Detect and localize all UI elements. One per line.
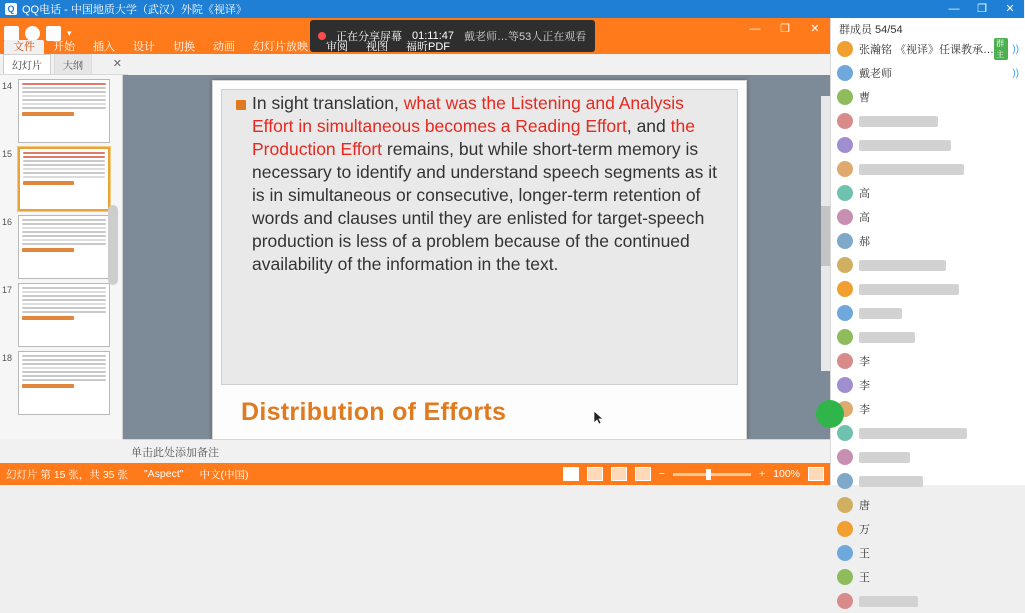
avatar bbox=[837, 113, 853, 129]
member-name: 唐 bbox=[859, 500, 870, 512]
slide-thumbnail-preview bbox=[18, 351, 110, 415]
ppt-body bbox=[0, 54, 830, 485]
avatar bbox=[837, 425, 853, 441]
member-list-item[interactable] bbox=[831, 301, 1025, 325]
thumbnail-scrollbar[interactable] bbox=[108, 205, 118, 285]
member-list-item[interactable] bbox=[831, 229, 1025, 253]
qq-close-button[interactable]: ✕ bbox=[1005, 3, 1015, 15]
avatar bbox=[837, 473, 853, 489]
member-list-item[interactable] bbox=[831, 373, 1025, 397]
avatar bbox=[837, 569, 853, 585]
slide-thumbnail-selected[interactable] bbox=[2, 147, 116, 211]
ribbon-tabs[interactable] bbox=[0, 40, 830, 54]
avatar bbox=[837, 593, 853, 609]
recording-dot-icon bbox=[318, 32, 326, 40]
member-list[interactable] bbox=[831, 37, 1025, 584]
undo-icon[interactable] bbox=[25, 26, 40, 41]
qq-minimize-button[interactable]: — bbox=[948, 3, 960, 15]
theme-label: "Aspect" bbox=[143, 468, 184, 480]
fit-to-window-icon[interactable] bbox=[808, 467, 824, 481]
member-status-group bbox=[1012, 68, 1019, 79]
quick-access-toolbar[interactable] bbox=[4, 26, 72, 41]
ribbon-tab-view[interactable]: 视图 bbox=[366, 41, 388, 53]
qq-icon: Q bbox=[5, 3, 17, 15]
member-list-item[interactable] bbox=[831, 397, 1025, 421]
avatar bbox=[837, 329, 853, 345]
qq-window-controls[interactable] bbox=[940, 0, 1024, 18]
reading-view-icon[interactable] bbox=[611, 467, 627, 481]
member-count-label: 群成员 54/54 bbox=[839, 24, 903, 36]
close-pane-icon[interactable]: ✕ bbox=[112, 58, 122, 70]
member-list-item[interactable] bbox=[831, 349, 1025, 373]
member-name: 戴老师 bbox=[859, 68, 892, 80]
qq-window-title: QQ电话 - 中国地质大学（武汉）外院《视译》 bbox=[22, 4, 247, 16]
member-name: 张瀚铭 《视译》任课教承… bbox=[859, 44, 995, 56]
member-name bbox=[859, 164, 964, 175]
ppt-close-button[interactable]: ✕ bbox=[810, 23, 820, 35]
zoom-slider[interactable] bbox=[673, 473, 751, 476]
slide-text-run-5: remains, but while short-term memory is necessary to identify and understand speech segments as it is in simultaneous or consecutive, longer-term retention of words and clauses until they are enlisted for target-speech production is less of a problem because of the continued availability of the information in the text. bbox=[252, 139, 717, 274]
avatar bbox=[837, 497, 853, 513]
avatar bbox=[837, 305, 853, 321]
slide-thumbnail[interactable] bbox=[2, 351, 116, 415]
ppt-status-bar bbox=[0, 463, 830, 485]
member-name bbox=[859, 284, 959, 295]
slide-title: Distribution of Efforts bbox=[241, 398, 507, 426]
slide-text-run-2: what was the Listening and Analysis Effort in simultaneous becomes a Reading Effort bbox=[252, 93, 684, 136]
slide-sorter-view-icon[interactable] bbox=[587, 467, 603, 481]
slide-number: 14 bbox=[2, 81, 13, 91]
qq-maximize-button[interactable]: ❐ bbox=[977, 3, 987, 15]
ribbon-tab-design[interactable]: 设计 bbox=[133, 41, 155, 53]
member-list-item[interactable] bbox=[831, 589, 1025, 613]
ppt-restore-button[interactable]: ❐ bbox=[780, 23, 790, 35]
slide-thumbnail-preview bbox=[18, 215, 110, 279]
member-name bbox=[859, 116, 938, 127]
status-right-group[interactable] bbox=[563, 467, 824, 481]
member-list-item[interactable] bbox=[831, 325, 1025, 349]
avatar bbox=[837, 233, 853, 249]
member-name: 李 bbox=[859, 404, 870, 416]
ribbon-tab-insert[interactable]: 插入 bbox=[93, 41, 115, 53]
language-label: 中文(中国) bbox=[199, 468, 249, 481]
avatar bbox=[837, 449, 853, 465]
avatar bbox=[837, 377, 853, 393]
member-list-item[interactable] bbox=[831, 37, 1025, 61]
slide-text-run-3: , and bbox=[626, 116, 671, 136]
ppt-window-controls[interactable] bbox=[740, 18, 830, 40]
member-list-item[interactable] bbox=[831, 541, 1025, 565]
member-name: 李 bbox=[859, 380, 870, 392]
slide-thumbnail[interactable] bbox=[2, 283, 116, 347]
avatar bbox=[837, 89, 853, 105]
member-list-item[interactable] bbox=[831, 277, 1025, 301]
ribbon-tab-animations[interactable]: 动画 bbox=[213, 41, 235, 53]
slide-number: 15 bbox=[2, 149, 13, 159]
slideshow-view-icon[interactable] bbox=[635, 467, 651, 481]
host-badge: 群主 bbox=[994, 38, 1008, 60]
member-list-item[interactable] bbox=[831, 445, 1025, 469]
slide-body-text bbox=[252, 92, 727, 276]
avatar bbox=[837, 65, 853, 81]
redo-icon[interactable] bbox=[46, 26, 61, 41]
avatar bbox=[837, 185, 853, 201]
ppt-titlebar bbox=[0, 18, 830, 54]
avatar bbox=[837, 257, 853, 273]
slide-number: 17 bbox=[2, 285, 13, 295]
qq-floating-action-button[interactable] bbox=[816, 400, 844, 428]
zoom-out-button[interactable]: − bbox=[658, 468, 665, 480]
zoom-level-label: 100% bbox=[773, 468, 800, 480]
ppt-minimize-button[interactable]: — bbox=[749, 23, 761, 35]
member-list-item[interactable] bbox=[831, 61, 1025, 85]
member-list-item[interactable] bbox=[831, 421, 1025, 445]
member-name bbox=[859, 140, 951, 151]
ribbon-tab-foxitpdf[interactable]: 福昕PDF bbox=[406, 41, 450, 53]
member-name bbox=[859, 428, 967, 439]
speaking-icon: )) bbox=[1012, 43, 1019, 55]
slide-number: 18 bbox=[2, 353, 13, 363]
avatar bbox=[837, 41, 853, 57]
member-list-item[interactable] bbox=[831, 565, 1025, 589]
slide-thumbnail-preview bbox=[18, 147, 110, 211]
member-name: 王 bbox=[859, 572, 870, 584]
pane-tab-outline[interactable]: 大纲 bbox=[54, 54, 92, 74]
member-list-item[interactable] bbox=[831, 109, 1025, 133]
notes-pane[interactable]: 单击此处添加备注 bbox=[123, 439, 830, 461]
member-list-item[interactable] bbox=[831, 157, 1025, 181]
slide-editing-area[interactable] bbox=[123, 75, 830, 439]
slide-area-scrollbar[interactable] bbox=[821, 96, 830, 371]
member-name: 王 bbox=[859, 548, 870, 560]
scrollbar-thumb[interactable] bbox=[821, 206, 830, 266]
slide-thumbnail-list[interactable] bbox=[0, 75, 123, 439]
mouse-cursor-icon bbox=[594, 411, 602, 424]
qq-member-panel bbox=[830, 18, 1025, 584]
pane-tab-slides[interactable]: 幻灯片 bbox=[3, 54, 51, 74]
member-list-item[interactable] bbox=[831, 493, 1025, 517]
member-name: 郝 bbox=[859, 236, 870, 248]
avatar bbox=[837, 161, 853, 177]
avatar bbox=[837, 521, 853, 537]
ribbon-tab-home[interactable]: 开始 bbox=[53, 41, 75, 53]
member-name bbox=[859, 452, 910, 463]
save-icon[interactable] bbox=[4, 26, 19, 41]
avatar bbox=[837, 281, 853, 297]
share-viewers: 戴老师…等53人正在观看 bbox=[464, 31, 587, 43]
normal-view-icon[interactable] bbox=[563, 467, 579, 481]
qq-call-titlebar bbox=[0, 0, 1024, 18]
member-name bbox=[859, 260, 946, 271]
member-status-group bbox=[994, 38, 1019, 60]
zoom-slider-handle[interactable] bbox=[706, 469, 711, 480]
slide-thumbnail-preview bbox=[18, 79, 110, 143]
customize-qat-icon[interactable]: ▾ bbox=[67, 28, 72, 38]
ribbon-tab-slideshow[interactable]: 幻灯片放映 bbox=[253, 41, 308, 53]
member-list-item[interactable] bbox=[831, 181, 1025, 205]
member-name bbox=[859, 308, 902, 319]
member-list-item[interactable] bbox=[831, 469, 1025, 493]
member-name: 李 bbox=[859, 356, 870, 368]
avatar bbox=[837, 209, 853, 225]
slide-text-run-4: the Production Effort bbox=[252, 116, 695, 159]
slide-content-placeholder[interactable] bbox=[221, 89, 738, 385]
member-list-item[interactable] bbox=[831, 517, 1025, 541]
member-name bbox=[859, 596, 918, 607]
member-list-item[interactable] bbox=[831, 85, 1025, 109]
ribbon-tab-file[interactable]: 文件 bbox=[4, 40, 44, 54]
slide-pane-tabs[interactable] bbox=[0, 54, 128, 75]
speaking-icon: )) bbox=[1012, 67, 1019, 79]
member-list-item[interactable] bbox=[831, 253, 1025, 277]
powerpoint-window bbox=[0, 18, 830, 485]
member-name: 高 bbox=[859, 212, 870, 224]
avatar bbox=[837, 545, 853, 561]
ribbon-tab-review[interactable]: 审阅 bbox=[326, 41, 348, 53]
zoom-in-button[interactable]: + bbox=[759, 468, 766, 480]
slide-number: 16 bbox=[2, 217, 13, 227]
slide-text-run-1: In sight translation, bbox=[252, 93, 404, 113]
member-name bbox=[859, 332, 915, 343]
ribbon-tab-transitions[interactable]: 切换 bbox=[173, 41, 195, 53]
current-slide[interactable] bbox=[212, 80, 747, 440]
avatar bbox=[837, 137, 853, 153]
avatar bbox=[837, 353, 853, 369]
slide-count-label: 幻灯片 第 15 张，共 35 张 bbox=[6, 468, 128, 481]
member-name bbox=[859, 476, 923, 487]
square-bullet-icon bbox=[236, 100, 246, 110]
member-list-item[interactable] bbox=[831, 205, 1025, 229]
member-name: 万 bbox=[859, 524, 870, 536]
member-name: 曹 bbox=[859, 92, 870, 104]
member-list-item[interactable] bbox=[831, 133, 1025, 157]
share-timer: 01:11:47 bbox=[412, 30, 455, 42]
member-name: 高 bbox=[859, 188, 870, 200]
share-status-text: 正在分享屏幕 bbox=[336, 31, 402, 43]
slide-thumbnail[interactable] bbox=[2, 79, 116, 143]
slide-thumbnail[interactable] bbox=[2, 215, 116, 279]
slide-thumbnail-preview bbox=[18, 283, 110, 347]
